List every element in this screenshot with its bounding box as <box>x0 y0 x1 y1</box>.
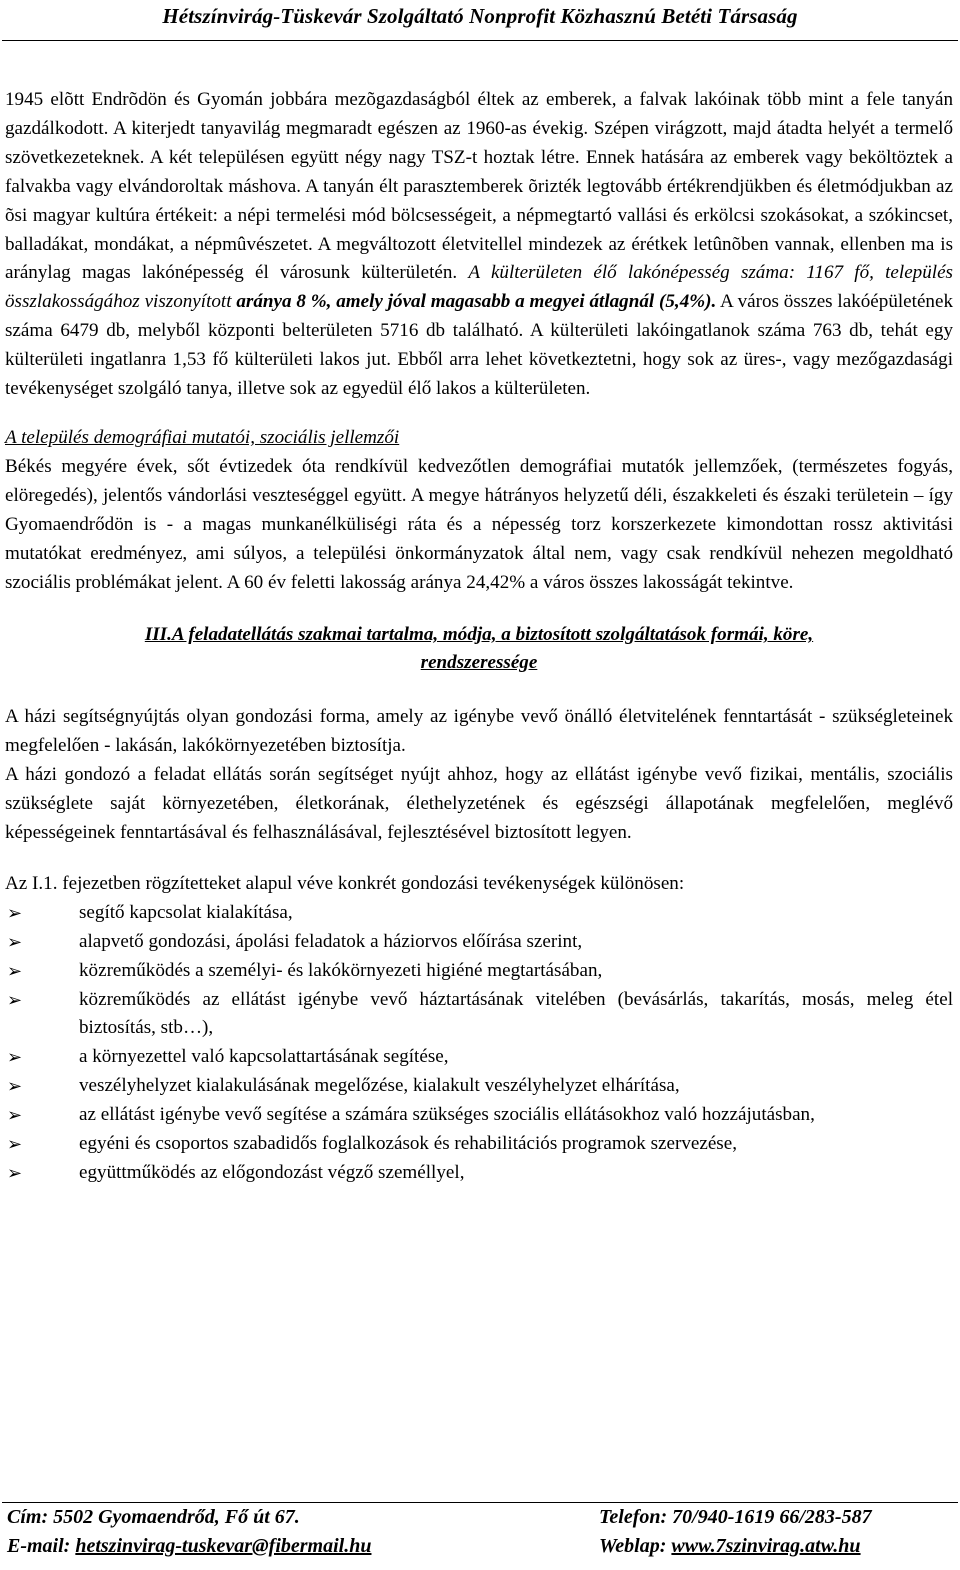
activity-list-item <box>5 1159 953 1188</box>
section-title-line-1: III.A feladatellátás szakmai tartalma, módja, a biztosított szolgáltatások formái, köre, <box>144 624 814 646</box>
spacer <box>5 848 953 870</box>
activity-list-item-text: alapvető gondozási, ápolási feladatok a háziorvos előírása szerint, <box>79 930 583 952</box>
activity-list-item-text: egyéni és csoportos szabadidős foglalkozások és rehabilitációs programok szervezése, <box>79 1133 737 1155</box>
intro-italic-text: A külterületen élő lakónépesség száma: 1167 fő, település összlakosságához viszonyított <box>5 262 953 313</box>
home-care-paragraph-1: A házi segítségnyújtás olyan gondozási forma, amely az igénybe vevő önálló életvitelének fenntartását - szükségleteinek megfelelően - lakásán, lakókörnyezetében biztosítja. <box>5 706 953 757</box>
demography-heading: A település demográfiai mutatói, szociális jellemzői <box>5 426 400 448</box>
activity-list-item <box>5 1072 953 1101</box>
page-header-title: Hétszínvirág-Tüskevár Szolgáltató Nonprofit Közhasznú Betéti Társaság <box>162 4 798 28</box>
demography-paragraph: Békés megyére évek, sőt évtizedek óta rendkívül kedvezőtlen demográfiai mutatók jellemzőek, (természetes fogyás, elöregedés), jelentős vándorlási veszteséggel együtt. A megye hátrányos helyzetű déli, északkeleti és északi területein – így Gyomaendrődön is - a magas munkanélküliségi ráta és a népesség torz korszerkezete kimondottan rossz aktivitási mutatókat eredményez, ami súlyos, a települési önkormányzatok által nem, vagy csak rendkívül nehezen megoldható szociális problémákat jelent. A 60 év feletti lakosság aránya 24,42% a város összes lakosságát tekintve. <box>5 455 953 593</box>
arrow-bullet-icon: ➢ <box>7 931 23 952</box>
activity-list-item-text: veszélyhelyzet kialakulásának megelőzése, kialakult veszélyhelyzet elhárítása, <box>79 1075 680 1097</box>
footer-email-link[interactable]: hetszinvirag-tuskevar@fibermail.hu <box>75 1535 372 1557</box>
home-care-paragraph-2: A házi gondozó a feladat ellátás során segítséget nyújt ahhoz, hogy az ellátást igénybe vevő fizikai, mentális, szociális szükséglete saját környezetében, életkorának, élethelyzetének és egészségi állapotának megfelelően, meglévő képességeinek fenntartásával és felhasználásával, fejlesztésével biztosított legyen. <box>5 764 953 844</box>
activity-list-item-text: segítő kapcsolat kialakítása, <box>79 901 293 923</box>
header-divider <box>2 40 958 41</box>
footer-web-label: Weblap: <box>599 1535 672 1557</box>
arrow-bullet-icon: ➢ <box>7 989 23 1010</box>
activity-list-item <box>5 986 953 1044</box>
footer-phone: Telefon: 70/940-1619 66/283-587 <box>599 1506 872 1528</box>
intro-text-2: A város összes lakóépületének száma 6479 db, melyből központi belterületen 5716 db található. A külterületi lakóingatlanok száma 763 db, tehát egy külterületi ingatlanra 1,53 fő külterületi lakos jut. Ebből arra lehet következtetni, hogy sok az üres-, vagy mezőgazdasági tevékenységet szolgáló tanya, illetve sok az egyedül élő lakos a külterületen. <box>5 291 953 400</box>
footer-address: Cím: 5502 Gyomaendrőd, Fő út 67. <box>7 1506 300 1528</box>
activity-list-item-text: közreműködés a személyi- és lakókörnyezeti higiéné megtartásában, <box>79 959 603 981</box>
activity-list-item <box>5 1101 953 1130</box>
activity-list-item <box>5 957 953 986</box>
activity-list-item <box>5 1130 953 1159</box>
activity-list-item-text: a környezettel való kapcsolattartásának segítése, <box>79 1046 449 1068</box>
spacer <box>5 404 953 424</box>
intro-text-1: 1945 elõtt Endrõdön és Gyomán jobbára mezõgazdaságból éltek az emberek, a falvak lakóinak több mint a fele tanyán gazdálkodott. A kiterjedt tanyavilág megmaradt egészen az 1960-as évekig. Szépen virágzott, majd átadta helyét a termelő szövetkezeteknek. A két településen együtt négy nagy TSZ-t hoztak létre. Ennek hatására az emberek vagy beköltöztek a falvakba vagy elvándoroltak máshova. A tanyán élt parasztemberek õrizték legtovább értékrendjükben és életmódjukban az õsi magyar kultúra értékeit: a népi termelési mód bölcsességeit, a népmegtartó vallási és erkölcsi szokásokat, a szókincset, balladákat, mondákat, a népmûvészetet. A megváltozott életvitellel mindezek az érétkek letûnõben vannak, ellenben ma is aránylag magas lakónépesség él városunk külterületén. <box>5 89 953 284</box>
arrow-bullet-icon: ➢ <box>7 1076 23 1097</box>
footer-email <box>7 1535 371 1558</box>
arrow-bullet-icon: ➢ <box>7 1105 23 1126</box>
activities-intro: Az I.1. fejezetben rögzítetteket alapul véve konkrét gondozási tevékenységek különösen: <box>5 872 685 894</box>
spacer <box>5 677 953 703</box>
footer-web <box>599 1535 861 1558</box>
arrow-bullet-icon: ➢ <box>7 902 23 923</box>
arrow-bullet-icon: ➢ <box>7 1134 23 1155</box>
footer-web-link[interactable]: www.7szinvirag.atw.hu <box>671 1535 861 1557</box>
activity-list-item <box>5 928 953 957</box>
document-body <box>5 86 953 1188</box>
arrow-bullet-icon: ➢ <box>7 960 23 981</box>
spacer <box>5 597 953 621</box>
footer-divider <box>2 1502 958 1503</box>
activity-list-item <box>5 1043 953 1072</box>
activity-list-item-text: együttműködés az előgondozást végző személlyel, <box>79 1162 465 1183</box>
activity-list <box>5 899 953 1188</box>
intro-bold-italic-text: aránya 8 %, amely jóval magasabb a megyei átlagnál (5,4%). <box>236 291 717 313</box>
footer-email-label: E-mail: <box>7 1535 76 1557</box>
activity-list-item-text: közreműködés az ellátást igénybe vevő háztartásának vitelében (bevásárlás, takarítás, mosás, meleg étel biztosítás, stb…), <box>79 988 953 1039</box>
activity-list-item <box>5 899 953 928</box>
arrow-bullet-icon: ➢ <box>7 1047 23 1068</box>
arrow-bullet-icon: ➢ <box>7 1163 23 1183</box>
section-title <box>5 621 953 677</box>
intro-paragraph <box>5 86 953 404</box>
activity-list-item-text: az ellátást igénybe vevő segítése a számára szükséges szociális ellátásokhoz való hozzájutásban, <box>79 1104 815 1126</box>
section-title-line-2: rendszeressége <box>420 652 538 674</box>
